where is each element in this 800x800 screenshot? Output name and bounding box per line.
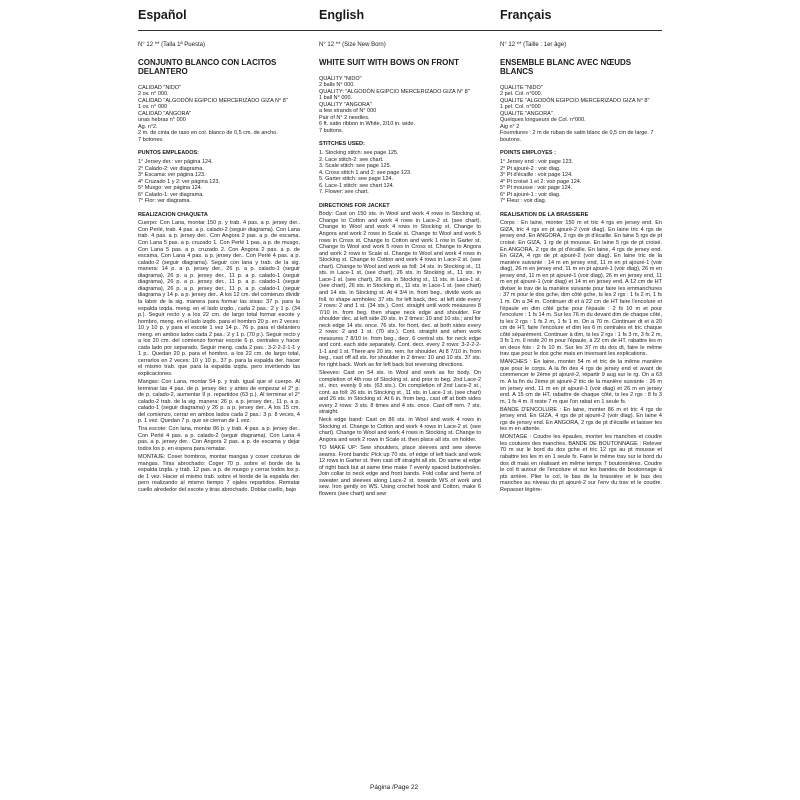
material-line: 7 botones. xyxy=(138,136,164,143)
material-line: Ag. n°2. xyxy=(138,123,158,130)
instruction-paragraph: Body: Cast on 150 sts. in Wool and work 4 rows in Stocking st. Change to Cotton and work 4 rows in Lace-2 st. (see chart). Change to Wool and work 4 rows in Stocking st. Change to Angora and work 2 rows in Scale st. Change to Wool and work 5 rows in Cross st. Change to Cotton and work 1 row in Garter st. Change to Wool and work 5 rows in Cross st. Change to Angora and work 2 rows in Scale st. Change to Wool and work 4 rows in Stocking st. Change to Cotton and work 4 rows in Lace-2 st. (see chart). Change to Wool and work as foll: 14 sts. in Stocking st., 11 sts. in Lace-1 st. (see chart), 26 sts. in Stocking st., 11 sts. in Lace-1 st. (see chart), 26 sts. in Stocking st., 11 sts. in Lace-1 st. (see chart), 26 sts. in Stocking st., 11 sts. in Lace-1 st. (see chart) and 14 sts. in Stocking st. At 4 3/4 in. from beg., divide work as foll. to shape armholes: 37 sts. for left back, dec. at left side every 2 rows: 2 and 1 st. (34 sts.). Cont. straight until work measures 8 7/10 in. from beg. then shape neck edge and shoulder. For shoulder dec. at left side 20 sts. in 2 times: 10 and 10 sts.; and for neck edge 14 sts. once. 76 sts. for front, dec. at both sides every 2 rows: 2 and 1 st. (70 sts.). Cont. straight and when work measures 7 8/10 in. from beg., decr. 6 central sts. for neck edge and cont. each side separately. Cont. decr. every 2 rows: 3-2-2-2-1-1 and 1 st. There are 20 sts. rem. for shoulder. At 8 7/10 in. from beg., cast off all sts. for shoulder in 2 times: 10 and 10 sts. 37 sts. for right back. Work as for left back but reversing directions. xyxy=(319,211,481,368)
pattern-title: ENSEMBLE BLANC AVEC NŒUDS BLANCS xyxy=(500,57,632,76)
material-line: Fournitures : 2 m de ruban de satin blanc de 0,5 cm de large. 7 boutons. xyxy=(500,130,654,143)
stitch-item: 4. Cross stitch 1 and 2: see page 123. xyxy=(319,169,412,176)
stitches-heading: STITCHES USED: xyxy=(319,141,365,148)
material-line: 2 ov. n° 000. xyxy=(138,91,169,98)
document-page xyxy=(138,8,662,790)
section-heading: DIRECTIONS FOR JACKET xyxy=(319,202,390,209)
instruction-paragraph: MONTAJE: Coser hombros, montar mangas y coser costuras de mangas. Tiras abrochado: Coger 70 p. sobre el borde de la espalda izqda. y trab. 12 pas. a p. de musgo y cerrar todos los p. de 1 vez. Hacer el mismo trab. sobre el borde de la espalda der. pero realizando al mismo tiempo 7 ojales repartidos. Rematar cuello alrededor del escote y tiras abrochado. Doblar cuello, bajo xyxy=(138,454,300,493)
header-english: English xyxy=(319,8,365,22)
stitch-item: 6° Pt ajouré-1 : voir diag. xyxy=(500,191,561,198)
material-line: 2 pel. Col. n°000. xyxy=(500,91,543,98)
stitch-item: 7° Fleur : voir diag. xyxy=(500,198,547,205)
stitch-item: 7. Flower: see chart. xyxy=(319,189,369,196)
instruction-paragraph: Tira escote: Con lana, montar 86 p. y trab. 4 pas. a p. jersey der.. Con Perlé 4 pas. a p. calado-2 (seguir diagrama). Con Lana 4 pas. a p. jersey der.. Con Angora 2 pas. a p. de escama y dejar todos los p. en espera para rematar. xyxy=(138,426,300,452)
material-line: QUALITE "ALGODÓN EGIPCIO MERCERIZADO GIZA N° 8" xyxy=(500,97,650,104)
section-heading: REALISATION DE LA BRASSIERE xyxy=(500,211,589,218)
stitch-item: 1° Jersey der.: ver página 124. xyxy=(138,159,213,166)
pattern-title: WHITE SUIT WITH BOWS ON FRONT xyxy=(319,57,459,67)
material-line: QUALITE "ANGORA" xyxy=(500,110,553,117)
instruction-paragraph: MANCHES : En laine, monter 54 m et tric de la même manière que pour le corps. A la fin des 4 rgs de jersey end et avant de commencer le 2ème pt ajouré-2, répartir 9 aug sur le rg. On a 63 m. A la fin du 2ème pt ajouré-2 tric de la manière suivante : 26 m en jersey end, 11 m en pt ajouré-1 (voir diag) et 26 m en jersey end. A 15 cm de HT, rabattre de chaque côté, ts les 2 rgs : 8 fs 3 m, 1 fs 4 m. Il reste 7 m que l'on rabat en 1 seule fs. xyxy=(500,359,662,405)
material-line: 2 balls N° 000. xyxy=(319,82,355,89)
stitch-item: 2° Calado-2: ver diagrama. xyxy=(138,165,204,172)
pattern-number: N° 12 ** (Taille : 1er âge) xyxy=(500,42,567,48)
instruction-paragraph: TO MAKE UP: Sew shoulders, place sleeves and sew sleeve seams. Front bands: Pick up 70 sts. of edge of left back and work 12 rows in Garter st. then cast off straight all sts. Do same at edge of right back but at same time make 7 evenly spaced buttonholes. Join collar to neck edge and front bands. Fold collar and hems of sweater and sleeves along Lace-2 st. towards WS of work and sew. Iron gently on WS. Using crochet hook and Cotton, make 6 flowers (see chart) and sew xyxy=(319,445,481,497)
material-line: CALIDAD "ALGODÓN EGIPCIO MERCERIZADO GIZA N° 8" xyxy=(138,97,288,104)
stitch-item: 1. Stocking stitch: see page 125. xyxy=(319,150,399,157)
instruction-paragraph: BANDE D'ENCOLURE : En laine, monter 86 m et tric 4 rgs de jersey end. En GIZA, 4 rgs de pt ajouré-2 (voir diag). En laine 4 rgs de jersey end. En ANGORA, 2 rgs de pt d'écaille et laisser tes les m en attente. xyxy=(500,406,662,433)
pattern-number: N° 12 ** (Talla 1ª Puesta) xyxy=(138,42,205,48)
material-line: QUALITY "ANGORA" xyxy=(319,101,372,108)
material-line: QUALITY "NIDO" xyxy=(319,75,362,82)
material-line: Quelques longueurs de Col. n°000. xyxy=(500,117,586,124)
column-french xyxy=(500,42,662,495)
stitch-item: 3° Escama: ver página 123. xyxy=(138,172,206,179)
instruction-paragraph: Mangas: Con Lana, montar 54 p. y trab. igual que el cuerpo. Al terminar las 4 pas. de p. jersey der. y antes de empezar el 2° p. de p. calado-2, aumentar 9 p. repartidos (63 p.). Al terminar el 2° calado-2 trab. de la sig. manera: 26 p. a p. jersey der., 11 p. a p. calado-1 (seguir diagrama) y 26 p. a p. jersey der.. A los 15 cm. del comienzo, cerrar en ambos lados cada 2 pas.: 3 p. 8 veces, 4 p. 1 vez. Quedan 7 p. que se cierran de 1 vez. xyxy=(138,379,300,425)
material-line: unas hebras n° 000 xyxy=(138,117,186,124)
column-english xyxy=(319,42,481,499)
page-footer: Página /Page 22 xyxy=(370,784,419,791)
instruction-paragraph: Cuerpo: Con Lana, montar 150 p. y trab. 4 pas. a p. jersey der.. Con Perlé, trab. 4 pas. a p. calado-2 (seguir diagrama). Con Lana trab. 4 pas. a p. jersey der.. Con Angora 2 pas. a p. de escama. Con Lana 5 pas. a p. cruzado 1. Con Perlé 1 pas. a p. de musgo. Con Lana 5 pas. a p. cruzado 2. Con Angora 2 pas. a p. de escama. Con Lana 4 pas. a p. jersey der.. Con Perlé 4 pas. a p. calado-2 (seguir diagrama). Seguir con lana y trab. de la sig. manera: 14 p. a p. jersey der., 26 p. a p. calado-1 (seguir diagrama), 26 p. a p. jersey der., 11 p. a p. calado-1 (seguir diagrama), 26 p. a p. jersey der., 11 p. a p. calado-1 (seguir diagrama), 26 p. a p. jersey der., 11 p. a p. calado-1 (seguir diagrama y 14 p. a p. jersey der.. A los 12 cm. del comienzo dividir la labor de la sig. manera para formar las sisas: 37 p. para la espalda izqda. meng. en el lado izqdo., cada 2 pas.: 2 y 1 p. (34 p.). Seguir recto y a los 22 cm. de largo total formar escote y hombro, meng. en el lado izqdo. para el hombro 20 p. en 2 veces: 10 y 10 p. y para el escote 1 vez 14 p.. 76 p. para el delantero meng. en ambos lados cada 2 pas.: 2 y 1 p. (70 p.). Seguir recto y a los 20 cm. del comienzo formar escote 6 p. centrales y hacer cada lado por separado. Seguir meng. cada 2 pas.: 3-2-2-2-1-1 y 1 p.. Quedan 20 p. para el hombro, a los 22 cm. de largo total, cerrarlos en 2 veces: 10 y 10 p.. 37 p. para la espalda der. hacer el mismo trab. que para la espalda izqda. pero invirtiendo las explicaciones. xyxy=(138,220,300,377)
stitch-item: 2° Pt ajouré-2 : voir diag. xyxy=(500,165,561,172)
header-french: Français xyxy=(500,8,552,22)
header-rule xyxy=(138,30,662,31)
material-line: Pair of N° 2 needles. xyxy=(319,114,370,121)
column-spanish xyxy=(138,42,300,495)
material-line: CALIDAD "NIDO" xyxy=(138,84,182,91)
materials-list xyxy=(319,76,481,135)
material-line: 7 buttons. xyxy=(319,127,344,134)
stitches-heading: PUNTOS EMPLEADOS: xyxy=(138,150,200,157)
stitch-item: 5° Pt mousse : voir page 124. xyxy=(500,185,573,192)
material-line: QUALITE "NIDO" xyxy=(500,84,543,91)
pattern-title: CONJUNTO BLANCO CON LACITOS DELANTERO xyxy=(138,57,277,76)
instruction-paragraph: Sleeves: Cast on 54 sts. in Wool and work as for body. On completion of 4th row of Stocking st. and prior to beg. 2nd Lace-2 st., incr. evenly 9 sts. (63 sts.). On completion of 2nd Lace-2 st., cont. as foll: 26 sts. in Stocking st., 11 sts. in Lace-1 st. (see chart) and 26 sts. in Stocking st. At 6 in. from beg., cast off at both sides every 2 rows: 3 sts. 8 times and 4 sts. once. Cast off rem. 7 sts. straight. xyxy=(319,370,481,416)
stitches-list xyxy=(500,159,662,205)
materials-list xyxy=(500,85,662,144)
stitch-item: 6° Calado-1: ver diagrama. xyxy=(138,191,204,198)
stitch-item: 4° Pt croisé 1 et 2: voir page 124. xyxy=(500,178,582,185)
material-line: a few strands of N° 000 xyxy=(319,108,377,115)
stitches-heading: POINTS EMPLOYES : xyxy=(500,150,556,157)
stitches-list xyxy=(138,159,300,205)
header-spanish: Español xyxy=(138,8,187,22)
material-line: QUALITY: "ALGODÓN EGIPCIO MERCERIZADO GIZA N° 8" xyxy=(319,88,470,95)
stitch-item: 5° Musgo: ver página 124. xyxy=(138,185,203,192)
material-line: 2 m. de cinta de raso en col. blanco de 0,5 cm. de ancho. xyxy=(138,130,278,137)
material-line: 1 pel. Col. n°000 xyxy=(500,104,541,111)
material-line: 6 ft. satin ribbon in White, 2/10 in. wide. xyxy=(319,121,415,128)
stitch-item: 2. Lace stitch-2: see chart. xyxy=(319,156,384,163)
stitches-list xyxy=(319,150,481,196)
materials-list xyxy=(138,85,300,144)
stitch-item: 1° Jersey end : voir page 123. xyxy=(500,159,574,166)
material-line: 1 ov. n° 000 xyxy=(138,104,168,111)
instruction-paragraph: Neck edge band: Cast on 86 sts. in Wool and work 4 rows in Stocking st. Change to Cotton and work 4 rows in Lace-2 st. (see chart). Change to Wool and work 4 rows in Stocking st. Change to Angora and work 2 rows in Scale st. then place all sts. on holder. xyxy=(319,417,481,443)
material-line: Aig n° 2 xyxy=(500,123,520,130)
stitch-item: 3° Pt d'écaille : voir page 124. xyxy=(500,172,573,179)
pattern-number: N° 12 ** (Size New Born) xyxy=(319,42,386,48)
stitch-item: 5. Garter stitch: see page 124. xyxy=(319,176,393,183)
stitch-item: 6. Lace-1 stitch: see chart 124. xyxy=(319,182,395,189)
stitch-item: 4° Cruzado 1 y 2: ver página 123. xyxy=(138,178,221,185)
material-line: CALIDAD "ANGORA" xyxy=(138,110,192,117)
stitch-item: 7° Flor: ver diagrama. xyxy=(138,198,191,205)
instruction-paragraph: Corps : En laine, monter 150 m et tric 4 rgs en jersey end. En GIZA, tric 4 rgs en pt ajouré-2 (voir diag). En laine tric 4 rgs de jersey end. En ANGORA, 2 rgs de pt d'écaille. En laine 5 rgs de pt croisé. En GIZA, 1 rg de pt mousse. En laine 5 rgs de pt croisé. En ANGORA, 2 rgs de pt d'écaille. En laine, 4 rgs de jersey end. En GIZA, 4 rgs de pt ajouré-2 (voir diag). En laine tric de la manière suivante : 14 m en jersey end, 11 m en pt ajouré-1 (voir diag), 26 m en jersey end, 11 m en pt ajouré-1 (voir diag), 26 m en jersey end, 11 m en pt ajouré-1 (voir diag), 26 m en jersey end, 11 m en pt ajouré-1 (voir diag) et 14 m en jersey end. A 12 cm de HT diviser le trav de la manière suivante pour faire les emmanchures : 37 m pour le dos gche, dim côté gche, ts les 2 rgs : 1 fs 2 m, 1 fs 1 m. On a 34 m. Continuer dt et à 22 cm de HT faire l'encolure et l'épaule en dim côté gche pour l'épaule : 2 fs 10 m et pour l'encolure : 1 fs 14 m. Sur les 76 m du devant dim de chaque côté, ts les 2 rgs : 1 fs 2 m, 1 fs 1 m. On a 70 m. Continuer dt et à 20 cm de HT, faire l'encolure et dim les 6 m centrales et tric chaque côté séparément. Continuer à dim, ts les 2 rgs : 1 fs 3 m, 3 fs 2 m, 3 fs 1 m. Il reste 20 m pour l'épaule, à 22 cm de HT, rabattre les m en deux fois : 2 fs 10 m. Sur les 37 m du dos dt, faire le même trav que pour le dos gche mais en inversant les explications. xyxy=(500,220,662,358)
instruction-paragraph: MONTAGE : Coudre les épaules, monter les manches et coudre les coutures des manches. BANDE DE BOUTONNAGE : Relever 70 m sur le bord du dos gche et tric 12 rgs au pt mousse et rabattre tes les m en 1 seule fs. Faire le même trav sur le bord du dos dt mais en réalisant en même temps 7 boutonnières. Coudre le col tt autour de l'encolure et sur les bandes de boutonnage à pts arrière. Plier le col, le bas de la brassière et le bas des manches au niveau du pt ajouré-2 sur l'env du trav et le coudre. Repasser légère- xyxy=(500,434,662,493)
stitch-item: 3. Scale stitch: see page 125. xyxy=(319,163,392,170)
section-heading: REALIZACION CHAQUETA xyxy=(138,211,208,218)
material-line: 1 ball N° 000. xyxy=(319,95,353,102)
